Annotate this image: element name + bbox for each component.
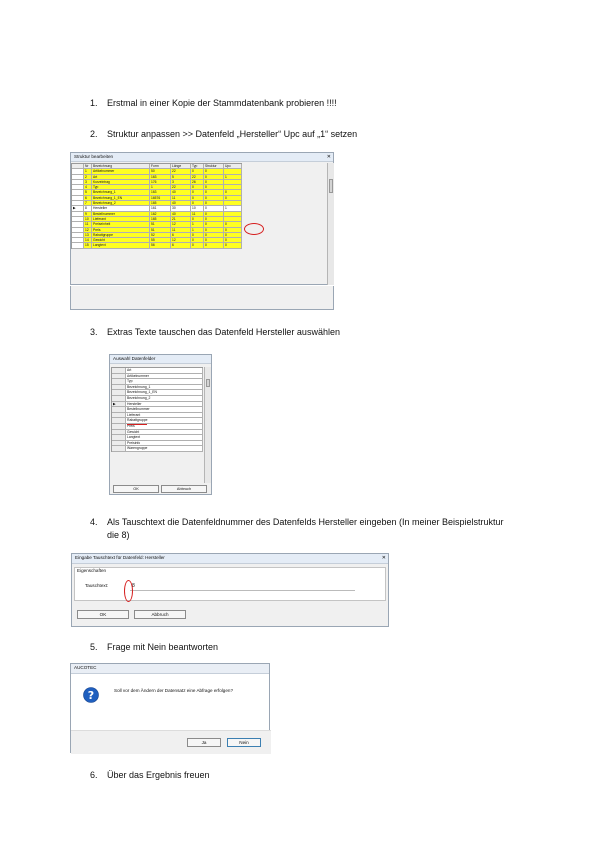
table-cell: 13	[84, 233, 92, 238]
table-cell: 0	[224, 238, 242, 243]
list-item[interactable]	[112, 446, 203, 452]
table-cell: 0	[191, 185, 204, 190]
table-cell: 12	[171, 222, 191, 227]
question-icon	[83, 687, 99, 703]
table-cell: Gewicht	[92, 238, 150, 243]
table-cell: ▶	[72, 206, 84, 211]
list-item-label: Typ	[126, 379, 203, 385]
table-cell: Bezeichnung_1_EN	[92, 196, 150, 201]
table-cell: 163	[150, 190, 171, 195]
step-text: Über das Ergebnis freuen	[107, 770, 210, 780]
list-item-label: Gewicht	[126, 430, 203, 436]
table-cell: 165	[150, 217, 171, 222]
ok-button[interactable]: OK	[77, 610, 129, 619]
window-title-text: AUCOTEC	[74, 665, 97, 670]
window-title	[110, 355, 211, 364]
list-scrollbar[interactable]	[204, 367, 211, 483]
table-cell: 12	[84, 228, 92, 233]
table-cell: 3	[171, 180, 191, 185]
list-item-label: Art	[126, 368, 203, 374]
table-cell: 11	[171, 196, 191, 201]
step-text: Extras Texte tauschen das Datenfeld Hersteller auswählen	[107, 327, 340, 337]
structure-table	[71, 163, 242, 249]
structure-editor-footer	[70, 286, 334, 310]
table-cell: 0	[191, 201, 204, 206]
list-item-label: Artikelnummer	[126, 374, 203, 380]
table-cell: 40	[171, 201, 191, 206]
table-cell: 0	[204, 185, 224, 190]
table-cell: 0	[224, 233, 242, 238]
table-cell: 1	[84, 169, 92, 174]
table-cell	[72, 243, 84, 248]
table-row[interactable]	[72, 243, 242, 248]
table-cell: Typ	[92, 185, 150, 190]
table-cell: 30	[171, 206, 191, 211]
table-header-cell: Bezeichnung	[92, 164, 150, 169]
table-cell: 22	[171, 169, 191, 174]
question-dialog-window	[70, 663, 270, 753]
table-cell: 14	[84, 238, 92, 243]
list-item-label: Lieferant	[126, 413, 203, 419]
table-cell: Artikelnummer	[92, 169, 150, 174]
table-cell: Lieferant	[92, 217, 150, 222]
question-message: Soll vor dem Ändern der Datensatz eine Abfrage erfolgen?	[114, 688, 233, 693]
replace-text-input[interactable]	[130, 582, 355, 591]
table-cell: 0	[224, 196, 242, 201]
table-cell: Bezeichnung_1	[92, 190, 150, 195]
step-text: Struktur anpassen >> Datenfeld „Hersteller“ Upc auf „1“ setzen	[107, 129, 358, 139]
no-button[interactable]: Nein	[227, 738, 261, 747]
table-cell: 161	[150, 206, 171, 211]
table-header-cell: Struktur	[204, 164, 224, 169]
table-cell: 15	[84, 243, 92, 248]
step-text: Erstmal in einer Kopie der Stammdatenbank probieren !!!!	[107, 98, 337, 108]
table-cell: 0	[204, 175, 224, 180]
table-cell: 0	[224, 222, 242, 227]
list-item-label: Bezeichnung_1_EN	[126, 390, 203, 396]
svg-text:?: ?	[87, 689, 95, 702]
properties-group	[74, 567, 386, 601]
table-cell: Kurzeintrag	[92, 180, 150, 185]
table-scrollbar[interactable]	[327, 163, 334, 285]
table-cell: 0	[204, 228, 224, 233]
table-cell: 22	[171, 185, 191, 190]
table-cell: 0	[191, 238, 204, 243]
table-cell: 0	[204, 206, 224, 211]
table-header-cell: Upc	[224, 164, 242, 169]
table-cell: 0	[191, 196, 204, 201]
table-cell: Preiseinheit	[92, 222, 150, 227]
list-item-label: Bezeichnung_1	[126, 385, 203, 391]
list-item-label: Hersteller	[126, 402, 203, 408]
table-cell: 0	[204, 243, 224, 248]
table-cell: 5	[84, 190, 92, 195]
table-cell: 163	[150, 175, 171, 180]
table-cell: Bestellnummer	[92, 212, 150, 217]
table-cell: 51	[150, 222, 171, 227]
value-annotation-circle	[124, 580, 133, 602]
window-title-text: Auswahl Datenfelder	[113, 356, 156, 361]
selected-row-underline	[127, 424, 147, 425]
table-cell: 162	[150, 212, 171, 217]
table-cell: 0	[204, 180, 224, 185]
replace-text-value: 8	[132, 583, 135, 589]
table-cell: 40	[171, 190, 191, 195]
table-cell: 55	[150, 238, 171, 243]
step-number: 5.	[90, 642, 98, 652]
step-4	[90, 516, 517, 542]
window-title-text: Struktur bearbeiten	[74, 154, 114, 159]
table-cell: 0	[191, 169, 204, 174]
window-title-text: Eingabe Tauschtext für Datenfeld: Hersteller	[75, 555, 165, 560]
step-text: Als Tauschtext die Datenfeldnummer des Datenfelds Hersteller eingeben (In meiner Beispielstruktur die 8)	[107, 517, 504, 540]
table-cell: 6	[84, 196, 92, 201]
table-cell: 50	[150, 169, 171, 174]
list-item-label: Bestellnummer	[126, 407, 203, 413]
close-icon[interactable]: ✕	[326, 154, 331, 160]
table-header-cell: Typ	[191, 164, 204, 169]
step-1	[90, 97, 527, 110]
table-cell: 6	[171, 233, 191, 238]
table-cell: 1	[191, 222, 204, 227]
step-number: 6.	[90, 770, 98, 780]
table-cell: 26	[191, 180, 204, 185]
table-cell: 11	[84, 222, 92, 227]
window-title	[72, 554, 388, 564]
group-label: Eigenschaften	[77, 568, 107, 573]
table-cell: 1	[191, 228, 204, 233]
list-item-label: Preisinfo	[126, 441, 203, 447]
table-cell: 51	[150, 228, 171, 233]
table-cell: 22	[191, 175, 204, 180]
ok-button[interactable]: OK	[113, 485, 159, 493]
table-cell: 4	[84, 185, 92, 190]
field-list	[111, 367, 203, 452]
table-cell: 0	[191, 190, 204, 195]
table-cell: Preis	[92, 228, 150, 233]
table-cell: 6	[171, 243, 191, 248]
table-cell: 5	[171, 175, 191, 180]
table-cell: 8	[84, 206, 92, 211]
field-label: Tauschtext:	[85, 583, 109, 588]
table-cell: 0	[204, 196, 224, 201]
table-cell: 165	[150, 201, 171, 206]
table-cell: Bezeichnung_2	[92, 201, 150, 206]
table-cell: 0	[204, 190, 224, 195]
table-cell: 3	[84, 180, 92, 185]
step-2	[90, 128, 527, 141]
window-title	[71, 664, 269, 674]
list-item-label: Bezeichnung_2	[126, 396, 203, 402]
step-5	[90, 641, 527, 654]
table-cell: 0	[204, 169, 224, 174]
step-number: 2.	[90, 129, 98, 139]
list-item-label: Rabattgruppe	[126, 418, 203, 424]
table-cell: 176	[150, 180, 171, 185]
table-cell: 21	[171, 217, 191, 222]
table-cell: 52	[150, 233, 171, 238]
field-select-window	[109, 354, 212, 495]
table-cell: 0	[191, 243, 204, 248]
table-cell: 0	[191, 217, 204, 222]
table-cell: 0	[224, 243, 242, 248]
table-cell: 7	[84, 201, 92, 206]
row-marker: ▶	[112, 402, 126, 408]
table-cell: 0	[204, 222, 224, 227]
window-title	[71, 153, 333, 162]
close-icon[interactable]: ✕	[381, 555, 386, 561]
table-cell: 0	[204, 217, 224, 222]
step-6	[90, 769, 527, 782]
table-cell: 56	[150, 243, 171, 248]
table-cell: 0	[204, 238, 224, 243]
cancel-button[interactable]: Abbruch	[134, 610, 186, 619]
step-text: Frage mit Nein beantworten	[107, 642, 219, 652]
table-cell: 1	[224, 206, 242, 211]
table-cell: 1	[224, 175, 242, 180]
table-cell: 0	[224, 228, 242, 233]
table-cell: 40	[171, 212, 191, 217]
list-item-label: Langtext	[126, 435, 203, 441]
step-number: 4.	[90, 517, 98, 527]
table-header-cell: Nr	[84, 164, 92, 169]
step-3	[90, 326, 527, 339]
replace-dialog-window	[71, 553, 389, 627]
scrollbar-thumb[interactable]	[329, 179, 333, 193]
table-cell: 12	[171, 238, 191, 243]
row-marker	[112, 446, 126, 452]
table-cell: Rabattgruppe	[92, 233, 150, 238]
table-cell: 0	[191, 233, 204, 238]
table-cell: 10	[191, 206, 204, 211]
table-cell: Art	[92, 175, 150, 180]
table-cell: 0	[224, 190, 242, 195]
table-cell: 0	[204, 233, 224, 238]
step-number: 3.	[90, 327, 98, 337]
cancel-button[interactable]: Abbruch	[161, 485, 207, 493]
list-item-label: Preis	[126, 424, 203, 430]
table-cell: 0	[204, 212, 224, 217]
upc-annotation-circle	[244, 223, 264, 235]
table-cell: 11	[171, 228, 191, 233]
step-number: 1.	[90, 98, 98, 108]
structure-editor-window	[70, 152, 334, 285]
table-cell: 9	[84, 212, 92, 217]
scrollbar-thumb[interactable]	[206, 379, 210, 387]
table-header-cell: Länge	[171, 164, 191, 169]
table-cell: 0	[204, 201, 224, 206]
table-cell: 11	[191, 212, 204, 217]
yes-button[interactable]: Ja	[187, 738, 221, 747]
table-cell: 1	[150, 185, 171, 190]
table-cell: 10	[84, 217, 92, 222]
table-cell: 16576	[150, 196, 171, 201]
table-cell: 2	[84, 175, 92, 180]
table-cell: Langtext	[92, 243, 150, 248]
table-header-cell: Form	[150, 164, 171, 169]
list-item-label: Warengruppe	[126, 446, 203, 452]
table-cell: Hersteller	[92, 206, 150, 211]
